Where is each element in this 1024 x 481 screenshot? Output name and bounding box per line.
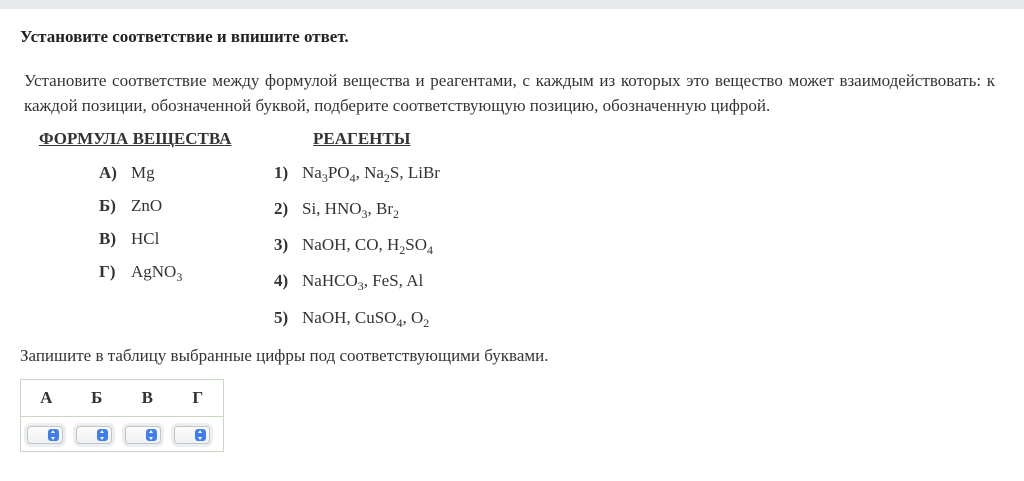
reagent-row: [274, 235, 433, 255]
reagent-formula: NaOH, CuSO$_4$, $O_2$: [302, 308, 430, 330]
reagent-key: 4): [274, 271, 289, 290]
substance-formula: AgNO$_3$: [131, 262, 183, 284]
substance-key: Б): [99, 196, 116, 215]
left-column-header: ФОРМУЛА ВЕЩЕСТВА: [39, 129, 232, 148]
substance-row: [99, 163, 155, 183]
substance-row: [99, 196, 162, 216]
reagent-row: [274, 271, 423, 291]
select-arrows-icon: [195, 429, 206, 441]
reagent-formula: NaOH, CO, $H_2SO_4$: [302, 235, 434, 257]
task-text: Установите соответствие между формулой вещества и реагентами, с каждым из которых это вещество может взаимодействовать: к каждой позиции, обозначенной буквой, подберите соответствующую позицию, обозначенную цифрой.: [24, 71, 995, 115]
answer-table-header: [21, 380, 223, 417]
select-arrows-icon: [48, 429, 59, 441]
top-bar: [0, 0, 1024, 9]
reagent-key: 2): [274, 199, 289, 218]
substance-formula: ZnO: [131, 196, 163, 215]
answer-select-b[interactable]: [76, 426, 112, 444]
reagent-formula: NaHCO$_3$, FeS, Al: [302, 271, 424, 293]
reagent-formula: Si, $HNO_3$, $Br_2$: [302, 199, 400, 221]
reagent-key: 3): [274, 235, 289, 254]
select-arrows-icon: [146, 429, 157, 441]
select-arrows-icon: [97, 429, 108, 441]
task-heading: Установите соответствие и впишите ответ.: [20, 27, 349, 46]
reagent-row: [274, 163, 440, 183]
answer-letter-a: А: [40, 388, 53, 407]
reagent-row: [274, 308, 429, 328]
answer-table-body: [21, 417, 223, 444]
substance-key: А): [99, 163, 117, 182]
right-column-header: РЕАГЕНТЫ: [313, 129, 411, 148]
reagent-key: 5): [274, 308, 289, 327]
answer-select-g[interactable]: [174, 426, 210, 444]
answer-select-a[interactable]: [27, 426, 63, 444]
reagent-formula: $Na_3PO_4$, $Na_2S$, LiBr: [302, 163, 440, 185]
answer-select-v[interactable]: [125, 426, 161, 444]
answer-instruction: Запишите в таблицу выбранные цифры под соответствующими буквами.: [20, 346, 549, 365]
substance-row: [99, 262, 182, 282]
answer-letter-b: Б: [91, 388, 103, 407]
answer-letter-g: Г: [192, 388, 204, 407]
answer-letter-v: В: [141, 388, 153, 407]
substance-formula: Mg: [131, 163, 155, 182]
substance-row: [99, 229, 159, 249]
substance-key: Г): [99, 262, 116, 281]
answer-table: [20, 379, 224, 452]
substance-key: В): [99, 229, 116, 248]
reagent-row: [274, 199, 399, 219]
reagent-key: 1): [274, 163, 289, 182]
substance-formula: HCl: [131, 229, 160, 248]
